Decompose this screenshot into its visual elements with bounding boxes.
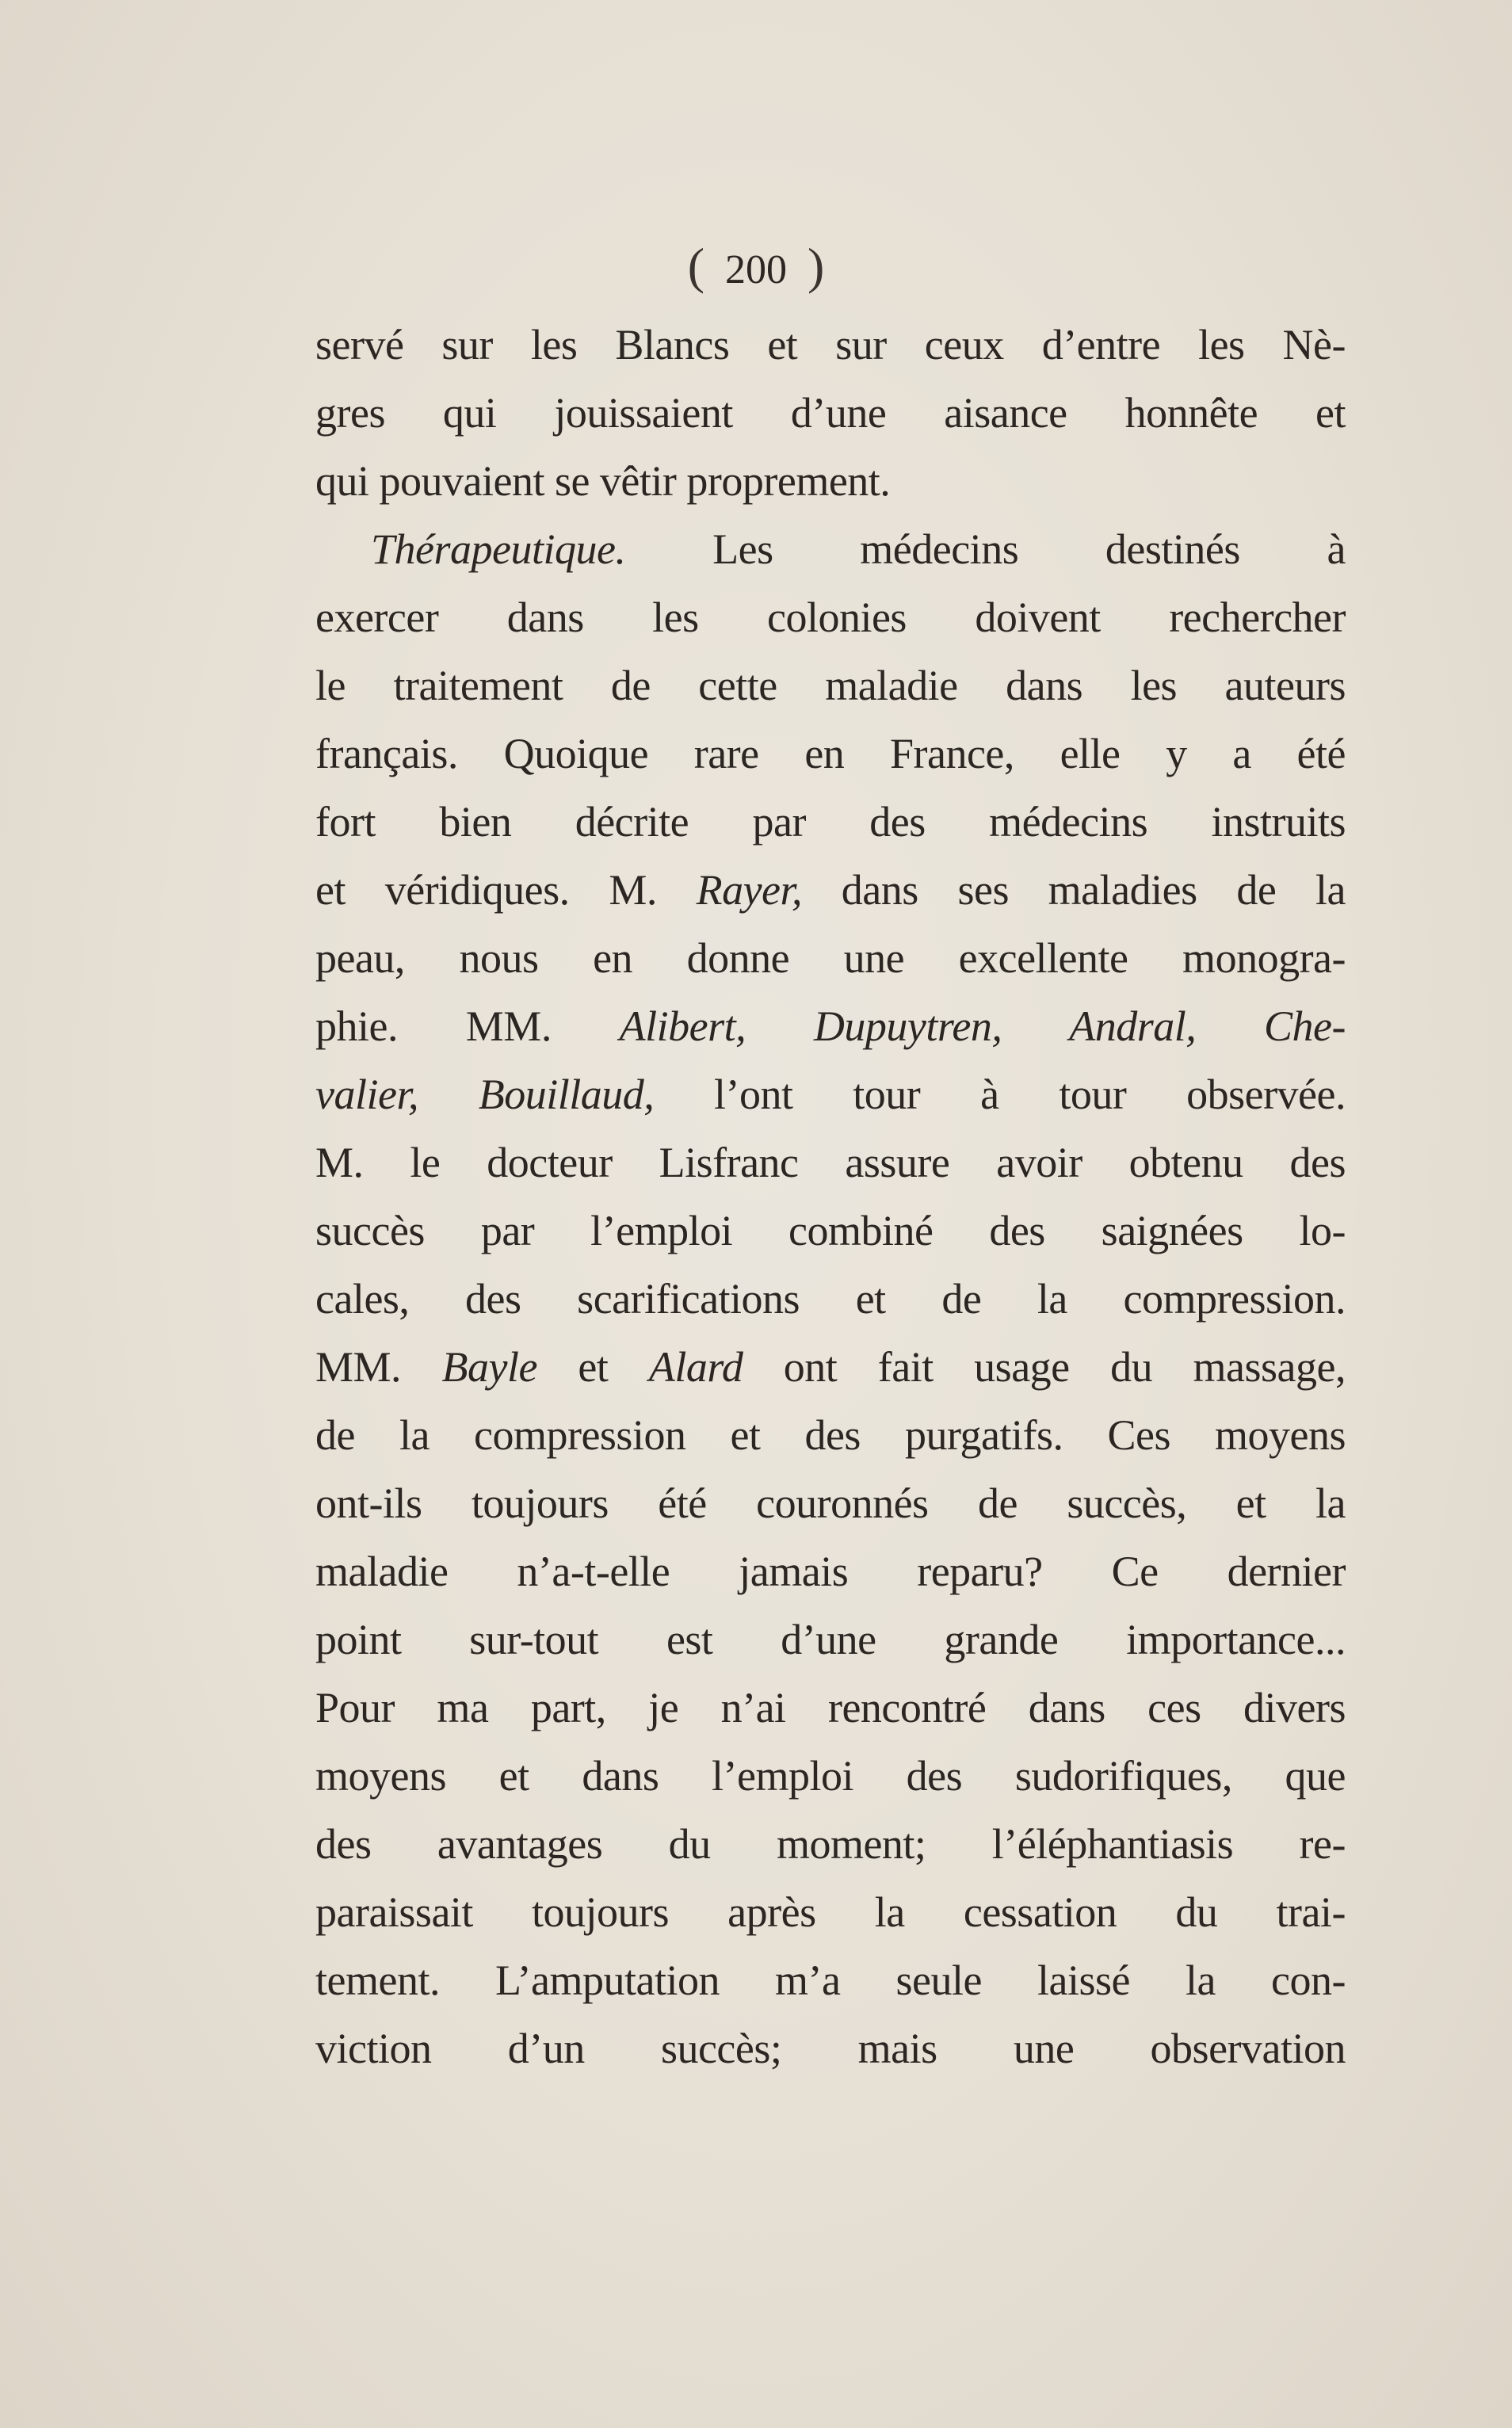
text-segment: succès par l’emploi combiné des saignées lo-	[315, 1207, 1346, 1254]
text-line	[315, 379, 1346, 447]
text-segment: point sur-tout est d’une grande importance...	[315, 1616, 1346, 1663]
text-segment: moyens et dans l’emploi des sudorifiques, que	[315, 1752, 1346, 1800]
text-segment: M. le docteur Lisfranc assure avoir obtenu des	[315, 1139, 1346, 1186]
text-segment: peau, nous en donne une excellente monogra-	[315, 934, 1346, 982]
text-line	[315, 1810, 1346, 1878]
text-line	[315, 1674, 1346, 1742]
text-line	[315, 1060, 1346, 1128]
text-line	[315, 1265, 1346, 1333]
text-segment: des avantages du moment; l’éléphantiasis re-	[315, 1820, 1346, 1868]
text-segment: maladie n’a-t-elle jamais reparu? Ce dernier	[315, 1548, 1346, 1595]
text-line	[315, 1742, 1346, 1810]
text-line	[315, 311, 1346, 379]
text-line	[315, 2014, 1346, 2083]
text-line	[315, 924, 1346, 992]
text-line	[315, 447, 1346, 515]
open-paren: (	[687, 238, 704, 294]
text-line	[315, 651, 1346, 720]
page-number	[0, 238, 1512, 299]
text-segment: Les médecins destinés à	[625, 525, 1346, 573]
text-segment: tement. L’amputation m’a seule laissé la con-	[315, 1957, 1346, 2004]
text-segment: de la compression et des purgatifs. Ces moyens	[315, 1411, 1346, 1459]
text-line	[315, 856, 1346, 924]
close-paren: )	[808, 238, 825, 294]
text-segment: gres qui jouissaient d’une aisance honnête et	[315, 389, 1346, 437]
text-segment: le traitement de cette maladie dans les auteurs	[315, 662, 1346, 709]
text-line	[315, 1469, 1346, 1537]
text-line	[315, 788, 1346, 856]
text-line	[315, 1128, 1346, 1197]
text-line	[315, 720, 1346, 788]
text-segment: fort bien décrite par des médecins instruits	[315, 798, 1346, 846]
text-segment: MM.	[315, 1343, 442, 1391]
italic-text: Alibert, Dupuytren, Andral, Che-	[619, 1002, 1346, 1050]
text-segment: paraissait toujours après la cessation du trai-	[315, 1888, 1346, 1936]
text-segment: Pour ma part, je n’ai rencontré dans ces divers	[315, 1684, 1346, 1731]
text-segment: servé sur les Blancs et sur ceux d’entre les Nè-	[315, 321, 1346, 368]
page-number-value: 200	[725, 247, 787, 292]
text-segment: ont-ils toujours été couronnés de succès, et la	[315, 1479, 1346, 1527]
italic-text: valier, Bouillaud,	[315, 1071, 655, 1118]
text-segment: et	[536, 1343, 649, 1391]
text-line	[315, 1197, 1346, 1265]
text-segment: cales, des scarifications et de la compression.	[315, 1275, 1346, 1323]
italic-text: Thérapeutique.	[371, 525, 626, 573]
italic-text: Rayer,	[696, 866, 803, 914]
text-line	[315, 992, 1346, 1060]
text-segment: ont fait usage du massage,	[743, 1343, 1346, 1391]
text-line	[315, 1333, 1346, 1401]
text-segment: français. Quoique rare en France, elle y a été	[315, 730, 1346, 777]
text-line	[315, 1946, 1346, 2014]
body-text	[315, 311, 1346, 2083]
text-line	[315, 1401, 1346, 1469]
text-line	[315, 515, 1346, 583]
italic-text: Alard	[648, 1343, 743, 1391]
text-line	[315, 583, 1346, 651]
text-segment: exercer dans les colonies doivent rechercher	[315, 594, 1346, 641]
text-segment: qui pouvaient se vêtir proprement.	[315, 457, 891, 505]
text-segment: et véridiques. M.	[315, 866, 697, 914]
text-segment: phie. MM.	[315, 1002, 620, 1050]
text-segment: dans ses maladies de la	[802, 866, 1346, 914]
text-line	[315, 1537, 1346, 1605]
italic-text: Bayle	[441, 1343, 537, 1391]
text-line	[315, 1605, 1346, 1674]
text-line	[315, 1878, 1346, 1946]
text-segment: l’ont tour à tour observée.	[654, 1071, 1346, 1118]
text-segment: viction d’un succès; mais une observation	[315, 2025, 1346, 2072]
